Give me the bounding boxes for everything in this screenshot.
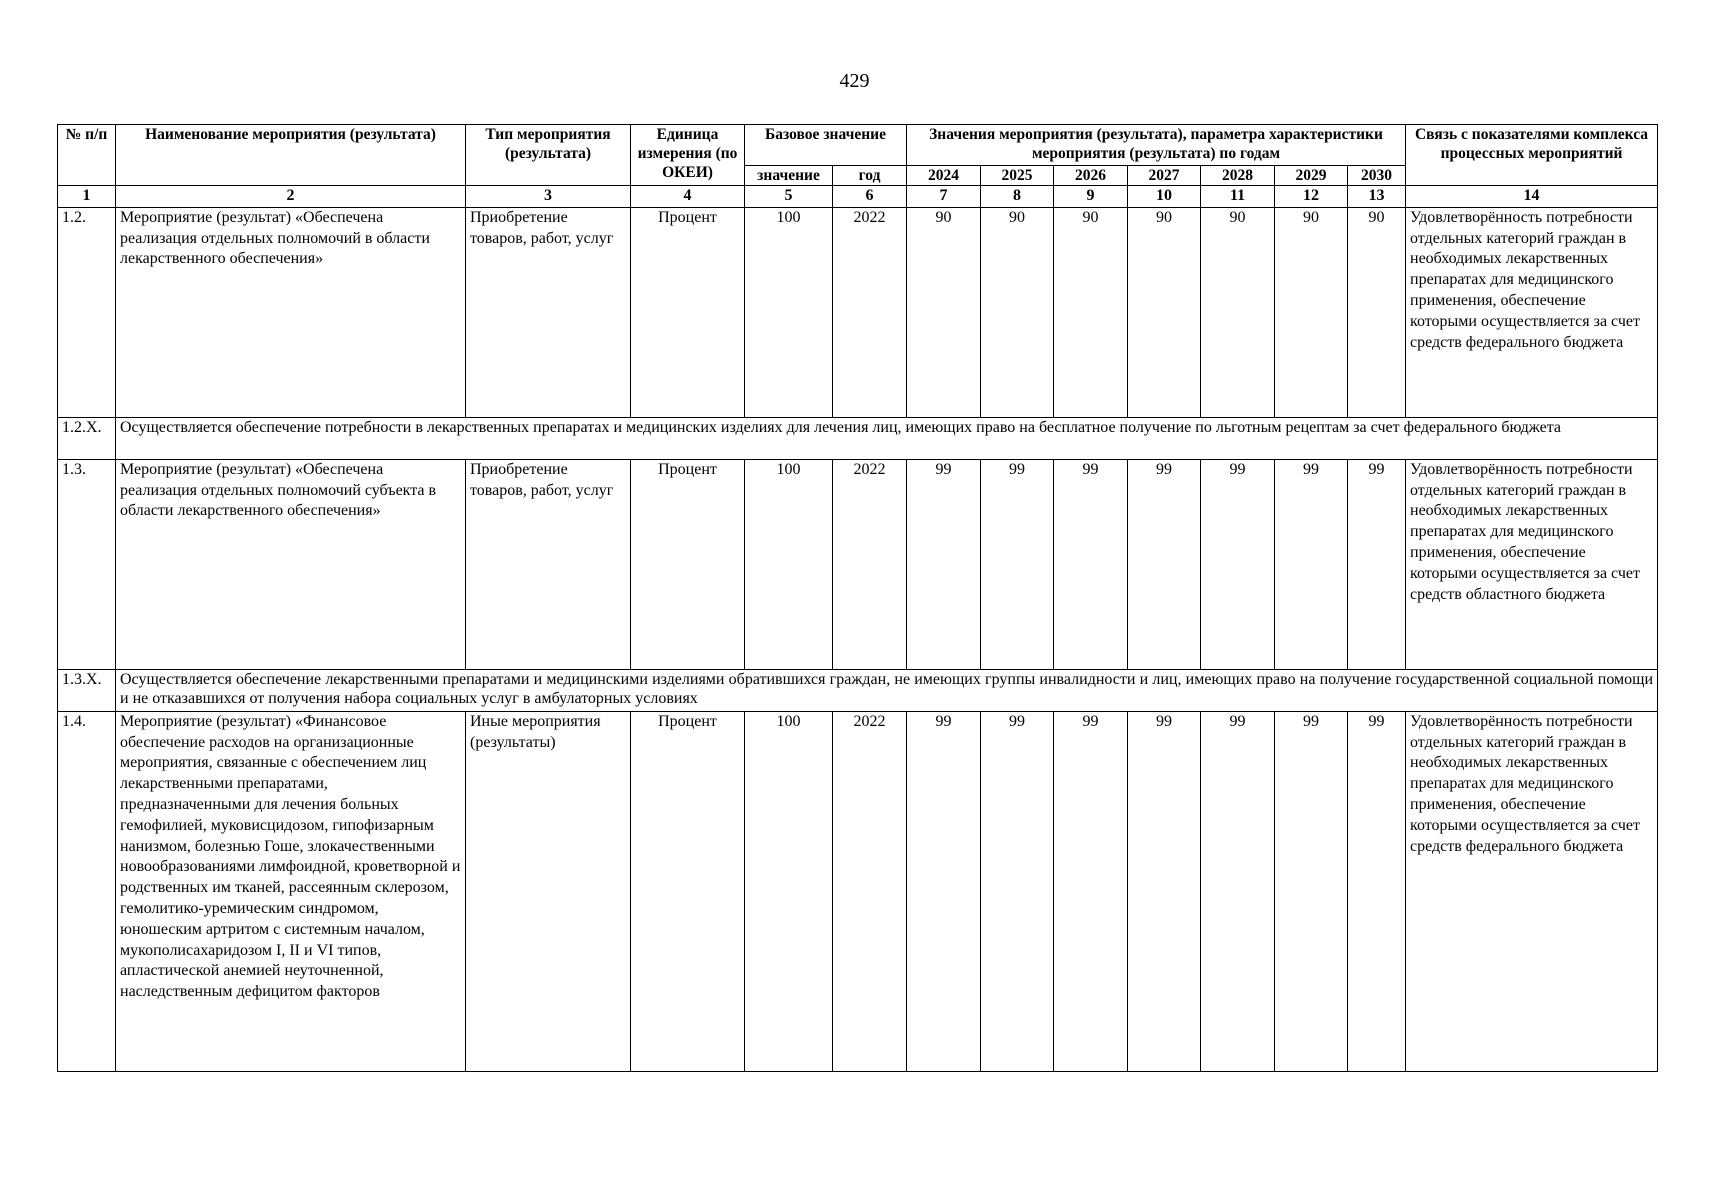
column-number: 4 <box>631 186 745 208</box>
header-base-year: год <box>833 166 907 186</box>
column-number: 2 <box>116 186 466 208</box>
value-2025: 90 <box>981 207 1054 417</box>
header-year-2027: 2027 <box>1128 166 1201 186</box>
table-row <box>58 459 1658 669</box>
header-name: Наименование мероприятия (результата) <box>116 125 466 186</box>
value-2028: 99 <box>1201 711 1275 1071</box>
event-unit: Процент <box>631 207 745 417</box>
header-row-1 <box>58 125 1658 166</box>
event-name: Мероприятие (результат) «Обеспечена реализация отдельных полномочий в области лекарственного обеспечения» <box>116 207 466 417</box>
base-year: 2022 <box>833 207 907 417</box>
value-2026: 90 <box>1054 207 1128 417</box>
base-year: 2022 <box>833 459 907 669</box>
header-base-value: значение <box>745 166 833 186</box>
base-value: 100 <box>745 459 833 669</box>
indicator-link: Удовлетворённость потребности отдельных категорий граждан в необходимых лекарственных препаратах для медицинского применения, обеспечение которыми осуществляется за счет средств областного бюджета <box>1406 459 1658 669</box>
header-values: Значения мероприятия (результата), параметра характеристики мероприятия (результата) по годам <box>907 125 1406 166</box>
value-2027: 99 <box>1128 711 1201 1071</box>
event-type: Приобретение товаров, работ, услуг <box>466 459 631 669</box>
column-number: 8 <box>981 186 1054 208</box>
value-2026: 99 <box>1054 711 1128 1071</box>
header-type: Тип мероприятия (результата) <box>466 125 631 186</box>
column-number: 14 <box>1406 186 1658 208</box>
value-2030: 90 <box>1348 207 1406 417</box>
column-number: 12 <box>1275 186 1348 208</box>
column-number: 3 <box>466 186 631 208</box>
row-number: 1.2. <box>58 207 116 417</box>
column-number: 1 <box>58 186 116 208</box>
header-base: Базовое значение <box>745 125 907 166</box>
row-number: 1.4. <box>58 711 116 1071</box>
value-2024: 99 <box>907 459 981 669</box>
header-year-2030: 2030 <box>1348 166 1406 186</box>
value-2024: 90 <box>907 207 981 417</box>
value-2026: 99 <box>1054 459 1128 669</box>
table-row <box>58 711 1658 1071</box>
base-value: 100 <box>745 711 833 1071</box>
row-note: Осуществляется обеспечение потребности в лекарственных препаратах и медицинских изделиях для лечения лиц, имеющих право на бесплатное получение по льготным рецептам за счет федерального бюджета <box>116 417 1658 459</box>
value-2030: 99 <box>1348 711 1406 1071</box>
column-number: 11 <box>1201 186 1275 208</box>
column-number: 10 <box>1128 186 1201 208</box>
row-number: 1.3. <box>58 459 116 669</box>
value-2028: 90 <box>1201 207 1275 417</box>
header-link: Связь с показателями комплекса процессных мероприятий <box>1406 125 1658 186</box>
header-unit: Единица измерения (по ОКЕИ) <box>631 125 745 186</box>
table-row <box>58 207 1658 417</box>
header-year-2028: 2028 <box>1201 166 1275 186</box>
base-value: 100 <box>745 207 833 417</box>
header-year-2024: 2024 <box>907 166 981 186</box>
event-name: Мероприятие (результат) «Финансовое обеспечение расходов на организационные мероприятия, связанные с обеспечением лиц лекарственными препаратами, предназначенными для лечения больных гемофилией, муковисцидозом, гипофизарным нанизмом, болезнью Гоше, злокачественными новообразованиями лимфоидной, кроветворной и родственных им тканей, рассеянным склерозом, гемолитико-уремическим синдромом, юношеским артритом с системным началом, мукополисахаридозом I, II и VI типов, апластической анемией неуточненной, наследственным дефицитом факторов <box>116 711 466 1071</box>
event-name: Мероприятие (результат) «Обеспечена реализация отдельных полномочий субъекта в области лекарственного обеспечения» <box>116 459 466 669</box>
value-2028: 99 <box>1201 459 1275 669</box>
header-year-2026: 2026 <box>1054 166 1128 186</box>
event-type: Иные мероприятия (результаты) <box>466 711 631 1071</box>
header-num: № п/п <box>58 125 116 186</box>
value-2027: 99 <box>1128 459 1201 669</box>
header-year-2025: 2025 <box>981 166 1054 186</box>
event-unit: Процент <box>631 711 745 1071</box>
header-year-2029: 2029 <box>1275 166 1348 186</box>
value-2025: 99 <box>981 711 1054 1071</box>
column-number: 7 <box>907 186 981 208</box>
column-number: 13 <box>1348 186 1406 208</box>
value-2029: 99 <box>1275 459 1348 669</box>
column-number: 9 <box>1054 186 1128 208</box>
row-note: Осуществляется обеспечение лекарственными препаратами и медицинскими изделиями обратившихся граждан, не имеющих группы инвалидности и лиц, имеющих право на получение государственной социальной помощи и не отказавшихся от получения набора социальных услуг в амбулаторных условиях <box>116 669 1658 711</box>
events-table <box>57 124 1658 1072</box>
column-number-row <box>58 186 1658 208</box>
event-type: Приобретение товаров, работ, услуг <box>466 207 631 417</box>
value-2027: 90 <box>1128 207 1201 417</box>
column-number: 5 <box>745 186 833 208</box>
base-year: 2022 <box>833 711 907 1071</box>
value-2029: 99 <box>1275 711 1348 1071</box>
value-2029: 90 <box>1275 207 1348 417</box>
value-2030: 99 <box>1348 459 1406 669</box>
indicator-link: Удовлетворённость потребности отдельных категорий граждан в необходимых лекарственных препаратах для медицинского применения, обеспечение которыми осуществляется за счет средств федерального бюджета <box>1406 711 1658 1071</box>
table-row-note <box>58 669 1658 711</box>
row-number: 1.3.X. <box>58 669 116 711</box>
page-number: 429 <box>839 70 870 92</box>
table-row-note <box>58 417 1658 459</box>
row-number: 1.2.X. <box>58 417 116 459</box>
value-2024: 99 <box>907 711 981 1071</box>
value-2025: 99 <box>981 459 1054 669</box>
column-number: 6 <box>833 186 907 208</box>
event-unit: Процент <box>631 459 745 669</box>
indicator-link: Удовлетворённость потребности отдельных категорий граждан в необходимых лекарственных препаратах для медицинского применения, обеспечение которыми осуществляется за счет средств федерального бюджета <box>1406 207 1658 417</box>
